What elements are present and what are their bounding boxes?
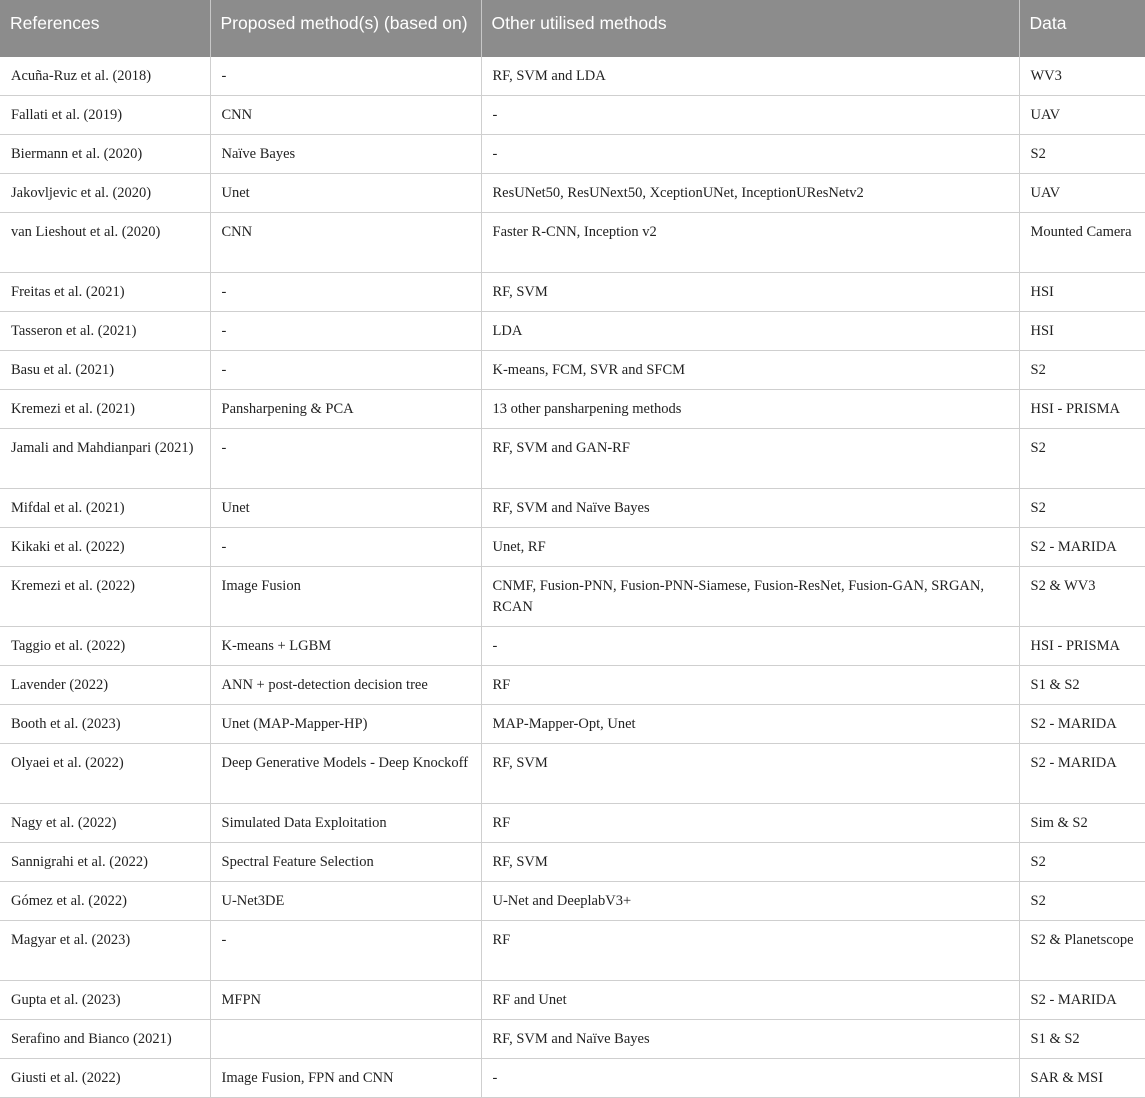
cell-other: U-Net and DeeplabV3+ xyxy=(481,882,1019,921)
cell-proposed: Spectral Feature Selection xyxy=(210,843,481,882)
cell-other: - xyxy=(481,1059,1019,1098)
cell-reference: Kremezi et al. (2022) xyxy=(0,567,210,627)
table-row xyxy=(0,705,1145,744)
cell-proposed: Simulated Data Exploitation xyxy=(210,804,481,843)
cell-proposed: CNN xyxy=(210,213,481,273)
cell-other: RF and Unet xyxy=(481,981,1019,1020)
header-data: Data xyxy=(1019,0,1145,57)
cell-other: RF xyxy=(481,804,1019,843)
cell-proposed: - xyxy=(210,312,481,351)
cell-data: HSI - PRISMA xyxy=(1019,627,1145,666)
cell-reference: Freitas et al. (2021) xyxy=(0,273,210,312)
cell-proposed: Image Fusion xyxy=(210,567,481,627)
cell-data: S2 xyxy=(1019,882,1145,921)
cell-other: RF xyxy=(481,921,1019,981)
cell-reference: Serafino and Bianco (2021) xyxy=(0,1020,210,1059)
table-row xyxy=(0,666,1145,705)
cell-data: S1 & S2 xyxy=(1019,1020,1145,1059)
cell-other: Faster R-CNN, Inception v2 xyxy=(481,213,1019,273)
table-row xyxy=(0,981,1145,1020)
table-body xyxy=(0,57,1145,1098)
cell-other: RF, SVM xyxy=(481,843,1019,882)
table-row xyxy=(0,882,1145,921)
table-row xyxy=(0,273,1145,312)
cell-proposed: CNN xyxy=(210,96,481,135)
cell-proposed xyxy=(210,1020,481,1059)
cell-other: LDA xyxy=(481,312,1019,351)
table-row xyxy=(0,627,1145,666)
cell-data: S2 & WV3 xyxy=(1019,567,1145,627)
table-row xyxy=(0,528,1145,567)
cell-other: RF, SVM and LDA xyxy=(481,57,1019,96)
cell-proposed: - xyxy=(210,528,481,567)
cell-reference: Sannigrahi et al. (2022) xyxy=(0,843,210,882)
cell-data: UAV xyxy=(1019,174,1145,213)
cell-proposed: - xyxy=(210,351,481,390)
table-row xyxy=(0,921,1145,981)
cell-data: S2 xyxy=(1019,429,1145,489)
cell-data: SAR & MSI xyxy=(1019,1059,1145,1098)
cell-data: Mounted Camera xyxy=(1019,213,1145,273)
cell-data: S2 xyxy=(1019,489,1145,528)
cell-reference: Taggio et al. (2022) xyxy=(0,627,210,666)
cell-reference: Jakovljevic et al. (2020) xyxy=(0,174,210,213)
table-row xyxy=(0,135,1145,174)
cell-data: S1 & S2 xyxy=(1019,666,1145,705)
cell-other: RF, SVM and GAN-RF xyxy=(481,429,1019,489)
cell-proposed: K-means + LGBM xyxy=(210,627,481,666)
header-proposed-methods: Proposed method(s) (based on) xyxy=(210,0,481,57)
cell-proposed: Naïve Bayes xyxy=(210,135,481,174)
cell-other: RF, SVM xyxy=(481,744,1019,804)
cell-data: S2 & Planetscope xyxy=(1019,921,1145,981)
table-row xyxy=(0,1020,1145,1059)
cell-reference: Kremezi et al. (2021) xyxy=(0,390,210,429)
cell-proposed: Unet (MAP-Mapper-HP) xyxy=(210,705,481,744)
table-row xyxy=(0,213,1145,273)
table-row xyxy=(0,843,1145,882)
cell-proposed: ANN + post-detection decision tree xyxy=(210,666,481,705)
header-other-methods: Other utilised methods xyxy=(481,0,1019,57)
cell-data: HSI xyxy=(1019,273,1145,312)
cell-data: S2 - MARIDA xyxy=(1019,528,1145,567)
cell-other: - xyxy=(481,96,1019,135)
table-row xyxy=(0,351,1145,390)
cell-reference: Giusti et al. (2022) xyxy=(0,1059,210,1098)
cell-data: S2 - MARIDA xyxy=(1019,705,1145,744)
table-row xyxy=(0,567,1145,627)
cell-data: S2 xyxy=(1019,351,1145,390)
cell-data: HSI - PRISMA xyxy=(1019,390,1145,429)
cell-other: ResUNet50, ResUNext50, XceptionUNet, InceptionUResNetv2 xyxy=(481,174,1019,213)
cell-proposed: Pansharpening & PCA xyxy=(210,390,481,429)
cell-other: - xyxy=(481,627,1019,666)
cell-reference: Mifdal et al. (2021) xyxy=(0,489,210,528)
cell-proposed: Unet xyxy=(210,489,481,528)
cell-data: HSI xyxy=(1019,312,1145,351)
cell-reference: Nagy et al. (2022) xyxy=(0,804,210,843)
cell-other: RF, SVM and Naïve Bayes xyxy=(481,1020,1019,1059)
cell-reference: Magyar et al. (2023) xyxy=(0,921,210,981)
cell-proposed: Deep Generative Models - Deep Knockoff xyxy=(210,744,481,804)
table-row xyxy=(0,96,1145,135)
cell-proposed: - xyxy=(210,921,481,981)
cell-reference: Jamali and Mahdianpari (2021) xyxy=(0,429,210,489)
cell-other: K-means, FCM, SVR and SFCM xyxy=(481,351,1019,390)
cell-other: RF, SVM xyxy=(481,273,1019,312)
cell-proposed: Unet xyxy=(210,174,481,213)
cell-reference: Booth et al. (2023) xyxy=(0,705,210,744)
cell-proposed: - xyxy=(210,57,481,96)
table-header xyxy=(0,0,1145,57)
cell-reference: Biermann et al. (2020) xyxy=(0,135,210,174)
table-row xyxy=(0,174,1145,213)
cell-reference: Basu et al. (2021) xyxy=(0,351,210,390)
cell-proposed: MFPN xyxy=(210,981,481,1020)
cell-proposed: U-Net3DE xyxy=(210,882,481,921)
cell-data: S2 - MARIDA xyxy=(1019,744,1145,804)
cell-other: RF, SVM and Naïve Bayes xyxy=(481,489,1019,528)
cell-data: WV3 xyxy=(1019,57,1145,96)
cell-proposed: - xyxy=(210,429,481,489)
cell-reference: Olyaei et al. (2022) xyxy=(0,744,210,804)
cell-reference: Lavender (2022) xyxy=(0,666,210,705)
cell-reference: van Lieshout et al. (2020) xyxy=(0,213,210,273)
table-row xyxy=(0,57,1145,96)
cell-other: CNMF, Fusion-PNN, Fusion-PNN-Siamese, Fusion-ResNet, Fusion-GAN, SRGAN, RCAN xyxy=(481,567,1019,627)
table-row xyxy=(0,489,1145,528)
cell-reference: Gómez et al. (2022) xyxy=(0,882,210,921)
table-row xyxy=(0,1059,1145,1098)
cell-other: 13 other pansharpening methods xyxy=(481,390,1019,429)
cell-reference: Gupta et al. (2023) xyxy=(0,981,210,1020)
cell-reference: Fallati et al. (2019) xyxy=(0,96,210,135)
table-row xyxy=(0,312,1145,351)
cell-data: S2 xyxy=(1019,843,1145,882)
cell-data: S2 xyxy=(1019,135,1145,174)
table-row xyxy=(0,744,1145,804)
table-row xyxy=(0,804,1145,843)
cell-other: - xyxy=(481,135,1019,174)
cell-reference: Acuña-Ruz et al. (2018) xyxy=(0,57,210,96)
cell-proposed: Image Fusion, FPN and CNN xyxy=(210,1059,481,1098)
cell-data: UAV xyxy=(1019,96,1145,135)
cell-reference: Tasseron et al. (2021) xyxy=(0,312,210,351)
cell-data: S2 - MARIDA xyxy=(1019,981,1145,1020)
cell-other: Unet, RF xyxy=(481,528,1019,567)
cell-data: Sim & S2 xyxy=(1019,804,1145,843)
table-row xyxy=(0,429,1145,489)
cell-other: RF xyxy=(481,666,1019,705)
cell-reference: Kikaki et al. (2022) xyxy=(0,528,210,567)
cell-other: MAP-Mapper-Opt, Unet xyxy=(481,705,1019,744)
header-references: References xyxy=(0,0,210,57)
header-row xyxy=(0,0,1145,57)
table-row xyxy=(0,390,1145,429)
cell-proposed: - xyxy=(210,273,481,312)
